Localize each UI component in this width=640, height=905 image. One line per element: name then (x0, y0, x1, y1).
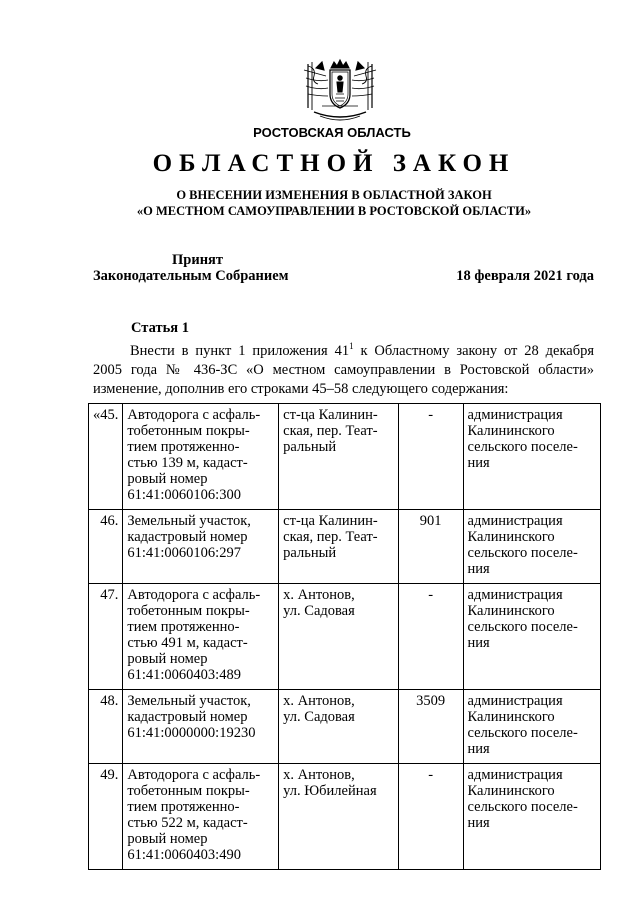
object-owner-line: Калининского (467, 783, 555, 799)
object-address (279, 510, 399, 584)
article-text-fragment: к Областному закону от 28 декабря (353, 343, 594, 359)
object-description-line: тобетонным покры- (127, 423, 250, 439)
object-description-line: ровый номер (127, 831, 208, 847)
object-owner-line: ния (467, 455, 490, 471)
object-address-line: ул. Садовая (283, 603, 355, 619)
object-owner-line: сельского поселе- (467, 619, 578, 635)
adoption-date: 18 февраля 2021 года (456, 268, 594, 284)
object-address-line: х. Антонов, (283, 587, 355, 603)
row-number: 49. (89, 764, 123, 870)
table-row (89, 584, 601, 690)
property-table (88, 403, 601, 870)
table-row (89, 764, 601, 870)
object-address-line: ул. Юбилейная (283, 783, 377, 799)
object-description-line: тием протяженно- (127, 439, 240, 455)
object-description-line: ровый номер (127, 471, 208, 487)
article-text-fragment: Внести в пункт 1 приложения 41 (130, 343, 350, 359)
object-address (279, 584, 399, 690)
object-description-line: ровый номер (127, 651, 208, 667)
region-name: РОСТОВСКАЯ ОБЛАСТЬ (253, 125, 411, 140)
object-address-line: х. Антонов, (283, 767, 355, 783)
object-owner-line: Калининского (467, 423, 555, 439)
object-description-line: 61:41:0060106:300 (127, 487, 241, 503)
superscript: 1 (349, 341, 354, 352)
object-description-line: кадастровый номер (127, 709, 248, 725)
article-text-line: 2005 года № 436-ЗС «О местном самоуправлении в Ростовской области» (93, 362, 594, 378)
object-owner-line: администрация (467, 693, 563, 709)
object-description-line: 61:41:0000000:19230 (127, 725, 256, 741)
object-description (123, 584, 279, 690)
object-address (279, 764, 399, 870)
table-row (89, 510, 601, 584)
object-owner-line: сельского поселе- (467, 799, 578, 815)
object-owner-line: ния (467, 815, 490, 831)
object-address-line: х. Антонов, (283, 693, 355, 709)
object-owner-line: ния (467, 561, 490, 577)
row-number: 47. (89, 584, 123, 690)
object-owner-line: сельского поселе- (467, 439, 578, 455)
object-owner (463, 510, 600, 584)
object-address-line: ул. Садовая (283, 709, 355, 725)
object-owner-line: сельского поселе- (467, 725, 578, 741)
law-subtitle (0, 187, 640, 219)
row-number: «45. (89, 404, 123, 510)
object-area: - (398, 764, 463, 870)
object-address-line: ская, пер. Теат- (283, 423, 378, 439)
object-description-line: Автодорога с асфаль- (127, 767, 261, 783)
table-row (89, 404, 601, 510)
object-description (123, 690, 279, 764)
object-description-line: кадастровый номер (127, 529, 248, 545)
object-owner-line: Калининского (467, 603, 555, 619)
object-description-line: 61:41:0060403:489 (127, 667, 241, 683)
subtitle-line: О ВНЕСЕНИИ ИЗМЕНЕНИЯ В ОБЛАСТНОЙ ЗАКОН (176, 188, 492, 202)
object-area: 3509 (398, 690, 463, 764)
object-description-line: 61:41:0060403:490 (127, 847, 241, 863)
object-owner (463, 584, 600, 690)
object-address (279, 690, 399, 764)
object-description-line: стью 491 м, кадаст- (127, 635, 248, 651)
object-address-line: ральный (283, 545, 337, 561)
object-description-line: Автодорога с асфаль- (127, 587, 261, 603)
object-description-line: Земельный участок, (127, 693, 251, 709)
object-owner (463, 764, 600, 870)
row-number: 46. (89, 510, 123, 584)
object-description-line: тием протяженно- (127, 619, 240, 635)
object-description-line: тобетонным покры- (127, 603, 250, 619)
object-owner-line: сельского поселе- (467, 545, 578, 561)
object-description (123, 404, 279, 510)
adopted-by: Законодательным Собранием (93, 268, 289, 284)
row-number: 48. (89, 690, 123, 764)
object-owner-line: администрация (467, 767, 563, 783)
object-description-line: стью 139 м, кадаст- (127, 455, 248, 471)
object-owner-line: Калининского (467, 709, 555, 725)
object-description-line: тобетонным покры- (127, 783, 250, 799)
object-owner (463, 404, 600, 510)
object-area: - (398, 584, 463, 690)
object-description-line: 61:41:0060106:297 (127, 545, 241, 561)
object-address-line: ст-ца Калинин- (283, 407, 378, 423)
object-description-line: Земельный участок, (127, 513, 251, 529)
object-description-line: стью 522 м, кадаст- (127, 815, 248, 831)
object-address-line: ральный (283, 439, 337, 455)
object-address-line: ская, пер. Теат- (283, 529, 378, 545)
article-text-line: изменение, дополнив его строками 45–58 следующего содержания: (93, 381, 509, 397)
object-owner-line: ния (467, 635, 490, 651)
table-row (89, 690, 601, 764)
object-description-line: тием протяженно- (127, 799, 240, 815)
object-description (123, 764, 279, 870)
object-owner-line: администрация (467, 513, 563, 529)
law-title: ОБЛАСТНОЙ ЗАКОН (152, 150, 516, 177)
subtitle-line: «О МЕСТНОМ САМОУПРАВЛЕНИИ В РОСТОВСКОЙ ОБЛАСТИ» (136, 204, 532, 218)
object-owner-line: администрация (467, 407, 563, 423)
object-description-line: Автодорога с асфаль- (127, 407, 261, 423)
adopted-label: Принят (172, 252, 224, 268)
object-owner-line: ния (467, 741, 490, 757)
object-description (123, 510, 279, 584)
article-text (93, 342, 594, 399)
object-area: - (398, 404, 463, 510)
object-owner-line: администрация (467, 587, 563, 603)
article-text-line (93, 342, 594, 361)
coat-of-arms-icon (298, 58, 382, 126)
object-address-line: ст-ца Калинин- (283, 513, 378, 529)
object-owner-line: Калининского (467, 529, 555, 545)
article-heading: Статья 1 (131, 320, 189, 336)
object-area: 901 (398, 510, 463, 584)
object-address (279, 404, 399, 510)
object-owner (463, 690, 600, 764)
